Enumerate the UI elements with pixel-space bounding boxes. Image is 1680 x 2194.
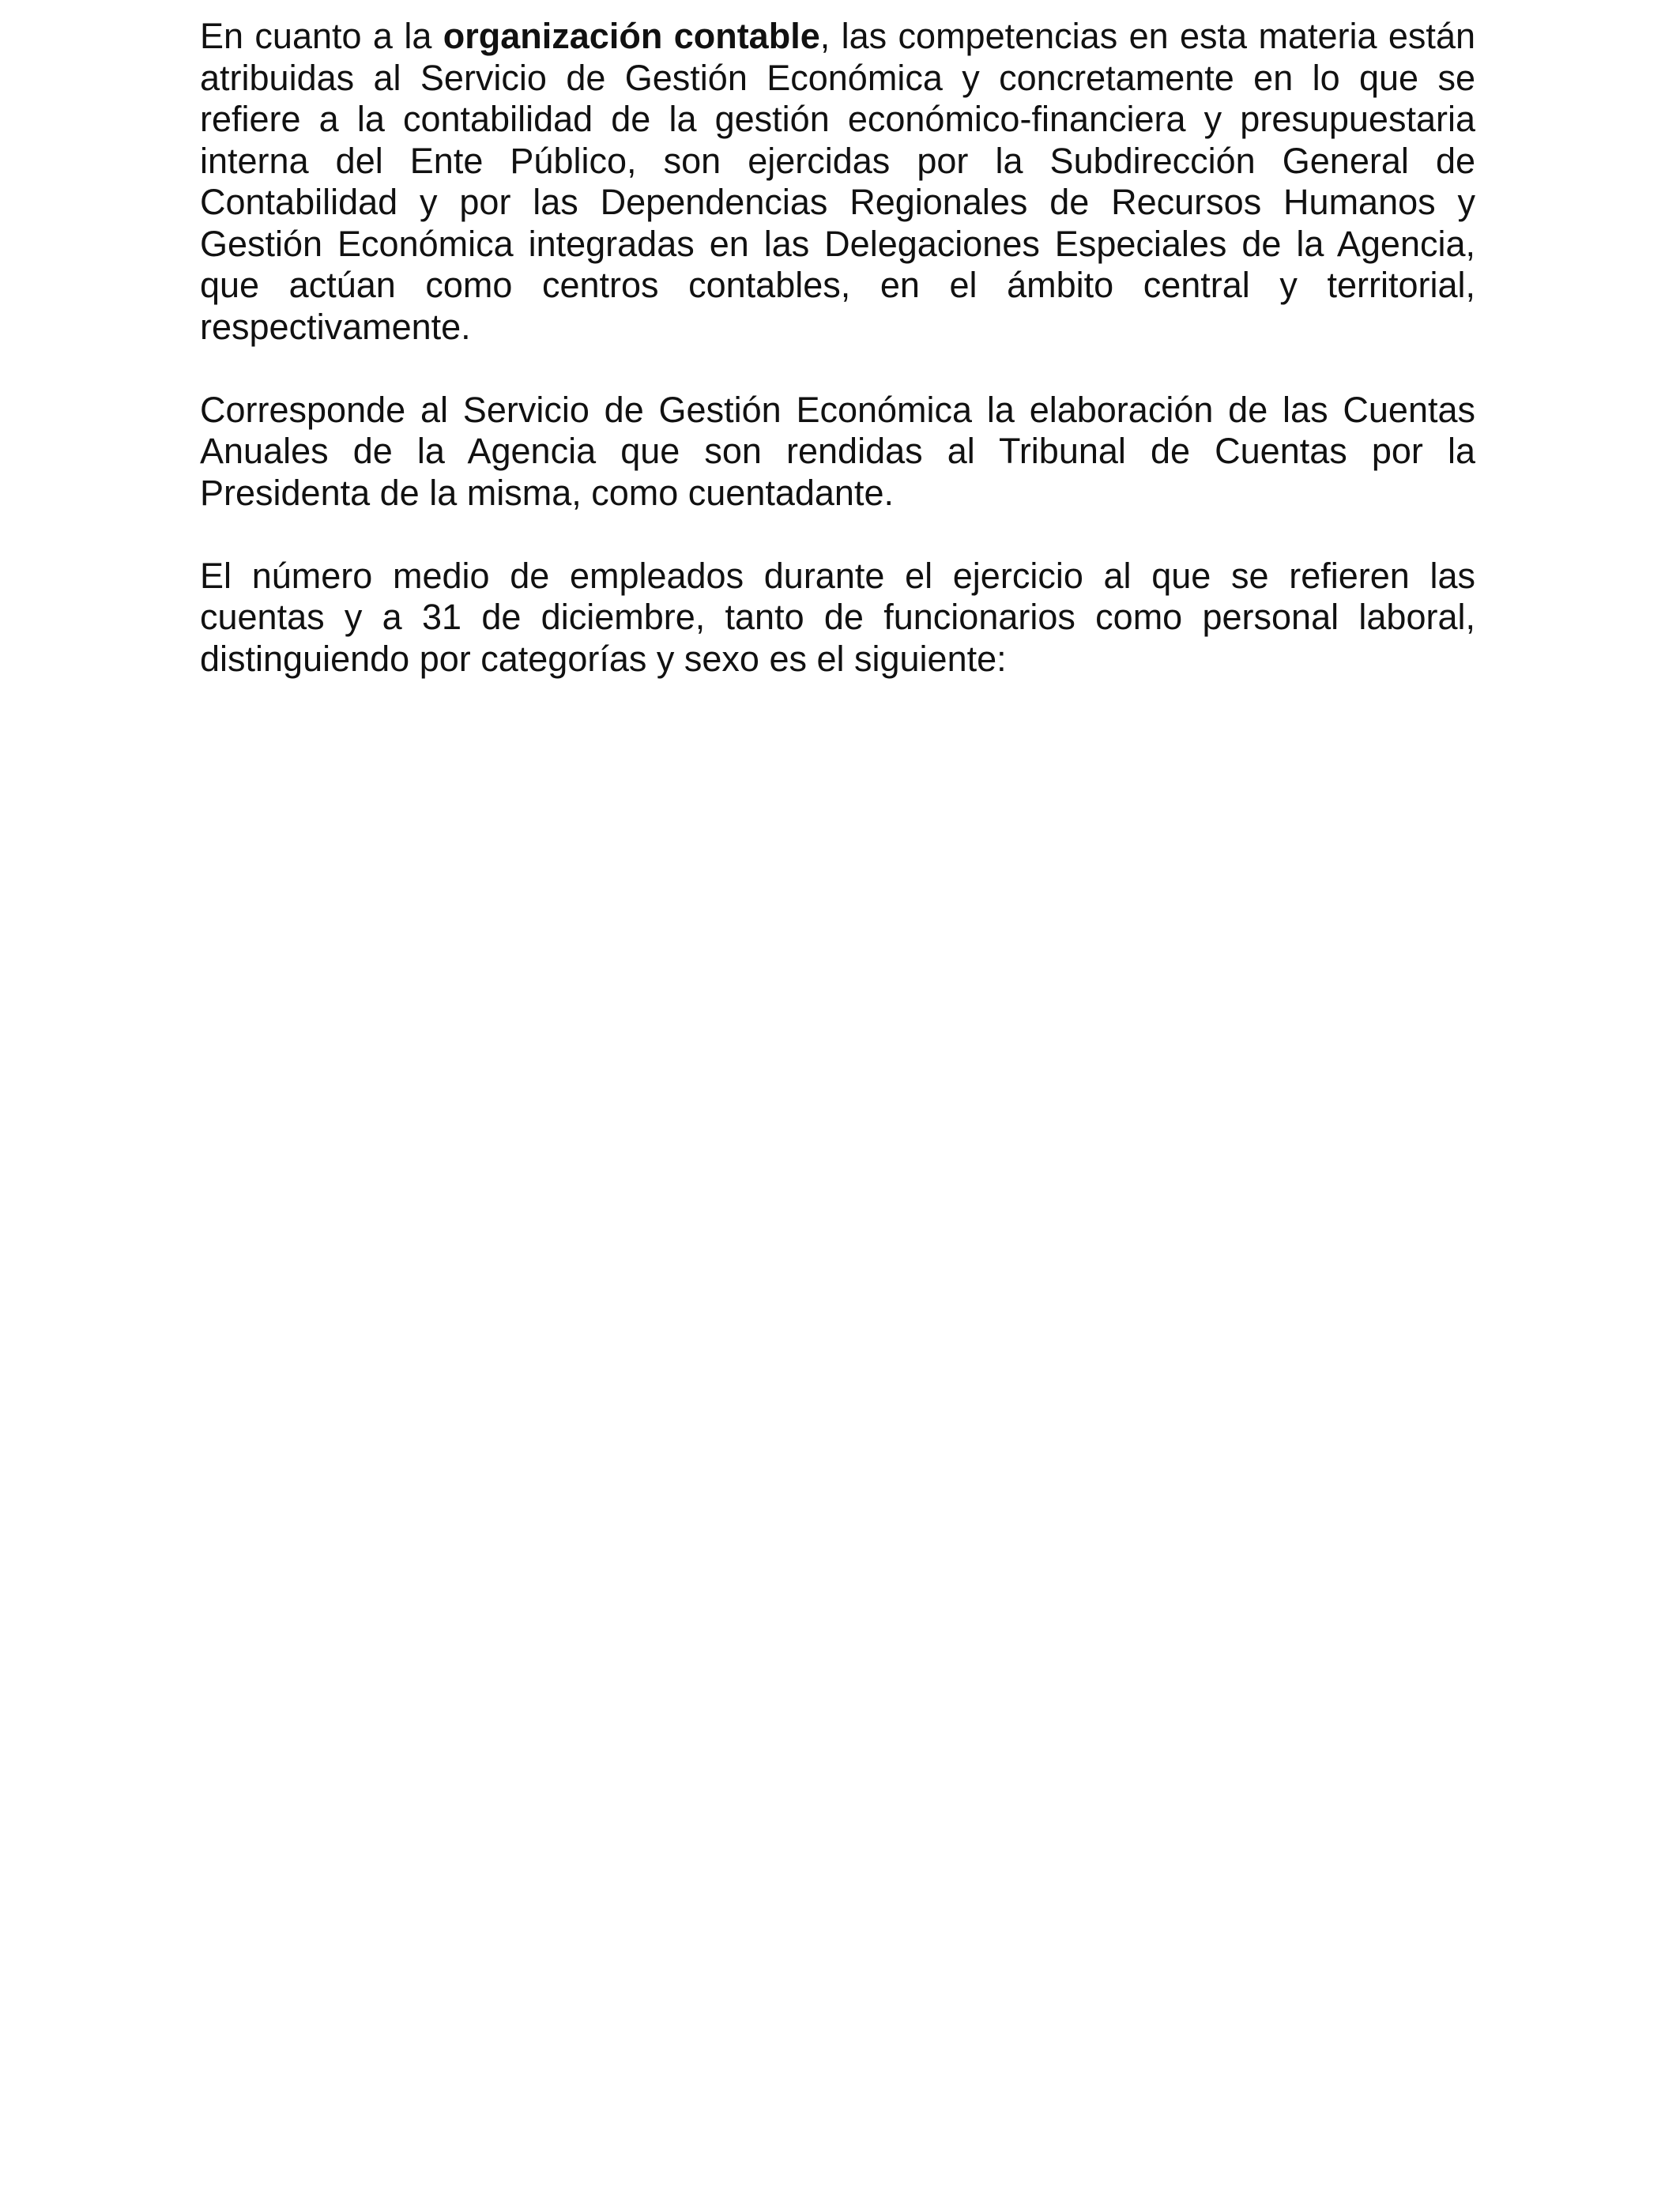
document-body [200,16,1475,680]
bold-term-organizacion-contable: organización contable [443,16,820,56]
paragraph-cuentas-anuales: Corresponde al Servicio de Gestión Económica la elaboración de las Cuentas Anuales de la Agencia que son rendidas al Tribunal de Cuentas por la Presidenta de la misma, como cuentadante. [200,389,1475,513]
paragraph-numero-empleados: El número medio de empleados durante el ejercicio al que se refieren las cuentas y a 31 de diciembre, tanto de funcionarios como personal laboral, distinguiendo por categorías y sexo es el siguiente: [200,555,1475,679]
paragraph-organizacion-contable [200,16,1475,348]
paragraph-1-body: , las competencias en esta materia están atribuidas al Servicio de Gestión Económica y concretamente en lo que se refiere a la contabilidad de la gestión económico-financiera y presupuestaria interna del Ente Público, son ejercidas por la Subdirección General de Contabilidad y por las Dependencias Regionales de Recursos Humanos y Gestión Económica integradas en las Delegaciones Especiales de la Agencia, que actúan como centros contables, en el ámbito central y territorial, respectivamente. [200,16,1475,347]
paragraph-1-lead: En cuanto a la [200,16,443,56]
